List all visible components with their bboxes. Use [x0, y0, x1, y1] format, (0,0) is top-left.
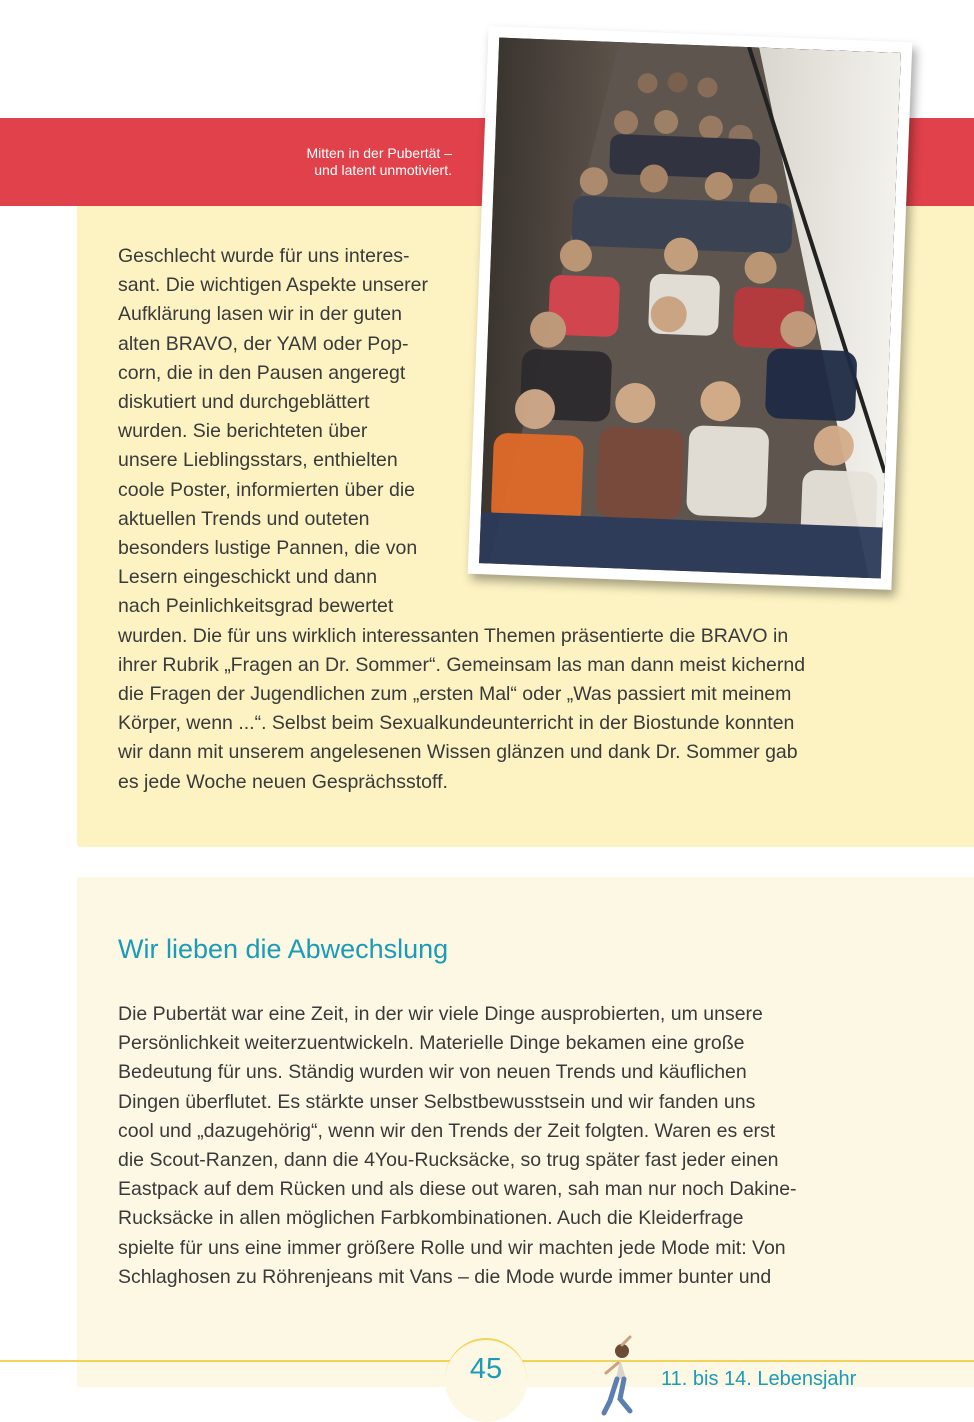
body-line: Geschlecht wurde für uns interes-: [118, 245, 410, 267]
photo-image: [479, 37, 901, 578]
body-line: wir dann mit unserem angelesenen Wissen glänzen und dank Dr. Sommer gab: [118, 741, 798, 764]
body-line: wurden. Die für uns wirklich interessanten Themen präsentierte die BRAVO in: [118, 624, 789, 647]
dancing-girl-icon: [590, 1335, 650, 1417]
body-line: die Fragen der Jugendlichen zum „ersten Mal“ oder „Was passiert mit meinem: [118, 683, 792, 706]
body-line: spielte für uns eine immer größere Rolle und wir machten jede Mode mit: Von: [118, 1236, 786, 1259]
body-line: coole Poster, informierten über die: [118, 478, 415, 501]
body-line: Aufklärung lasen wir in der guten: [118, 303, 402, 326]
body-line: Bedeutung für uns. Ständig wurden wir von neuen Trends und käuflichen: [118, 1061, 747, 1084]
body-line: besonders lustige Pannen, die von: [118, 537, 418, 560]
body-line: nach Peinlichkeitsgrad bewertet: [118, 595, 394, 618]
body-line: Dingen überflutet. Es stärkte unser Selbstbewusstsein und wir fanden uns: [118, 1090, 756, 1113]
section-heading: Wir lieben die Abwechslung: [118, 934, 449, 964]
body-line: corn, die in den Pausen angeregt: [118, 361, 406, 384]
body-line: Persönlichkeit weiterzuentwickeln. Materielle Dinge bekamen eine große: [118, 1032, 745, 1055]
body-line: unsere Lieblingsstars, enthielten: [118, 449, 398, 472]
page-number: 45: [469, 1353, 503, 1385]
body-line: ihrer Rubrik „Fragen an Dr. Sommer“. Gemeinsam las man dann meist kichernd: [118, 653, 806, 676]
body-line: Rucksäcke in allen möglichen Farbkombinationen. Auch die Kleiderfrage: [118, 1207, 744, 1230]
body-line: wurden. Sie berichteten über: [118, 420, 368, 443]
photo-caption: [200, 145, 452, 179]
group-photo: [468, 26, 913, 590]
body-line: sant. Die wichtigen Aspekte unserer: [118, 274, 429, 297]
body-line: aktuellen Trends und outeten: [118, 507, 370, 530]
body-line: Körper, wenn ...“. Selbst beim Sexualkundeunterricht in der Biostunde konnten: [118, 712, 795, 735]
body-line: Schlaghosen zu Röhrenjeans mit Vans – die Mode wurde immer bunter und: [118, 1265, 772, 1288]
body-line: Lesern eingeschickt und dann: [118, 566, 378, 589]
caption-line-2: und latent unmotiviert.: [314, 162, 452, 178]
body-line: Eastpack auf dem Rücken und als diese out waren, sah man nur noch Dakine-: [118, 1178, 797, 1201]
teenagers-on-stairs-image: [479, 37, 901, 578]
body-line: es jede Woche neuen Gesprächsstoff.: [118, 770, 448, 793]
body-line: alten BRAVO, der YAM oder Pop-: [118, 332, 409, 355]
section2-body: [118, 1000, 863, 1292]
body-line: die Scout-Ranzen, dann die 4You-Rucksäcke, so trug später fast jeder einen: [118, 1149, 779, 1172]
body-line: cool und „dazugehörig“, wenn wir den Trends der Zeit folgten. Waren es erst: [118, 1119, 776, 1142]
body-line: diskutiert und durchgeblättert: [118, 391, 370, 414]
caption-line-1: Mitten in der Pubertät –: [306, 145, 452, 161]
footer-chapter-label: 11. bis 14. Lebensjahr: [661, 1368, 857, 1390]
body-line: Die Pubertät war eine Zeit, in der wir viele Dinge ausprobierten, um unsere: [118, 1003, 763, 1025]
